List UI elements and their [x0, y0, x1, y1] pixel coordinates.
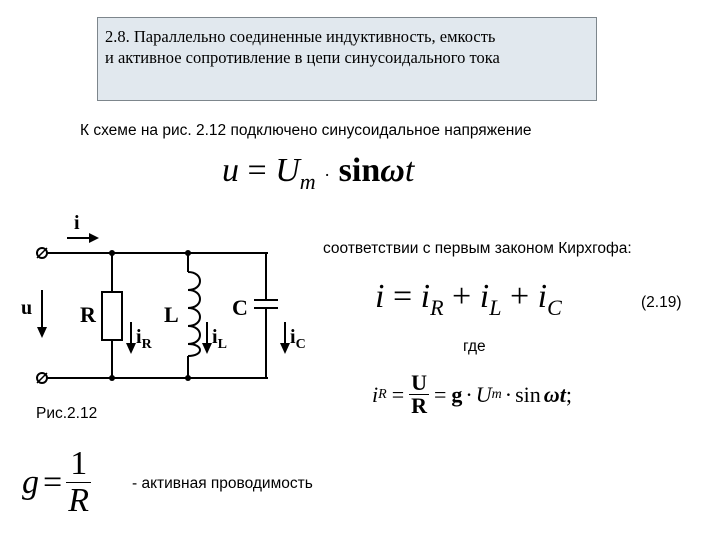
- intro-text: К схеме на рис. 2.12 подключено синусоидальное напряжение: [80, 122, 532, 139]
- formula-dot: ·: [324, 165, 331, 185]
- title-line-2: и активное сопротивление в цепи синусоидального тока: [105, 48, 500, 67]
- node-bottom-l: [185, 375, 191, 381]
- arrow-ir-icon: [126, 322, 136, 354]
- node-bottom-r: [109, 375, 115, 381]
- conductance-text: - активная проводимость: [132, 475, 313, 492]
- label-iR: $i_R$: [136, 326, 152, 352]
- formula-U: U: [275, 152, 300, 189]
- label-i: i: [74, 212, 80, 234]
- formula-m: m: [299, 168, 316, 194]
- arrow-il-icon: [202, 322, 212, 354]
- arrow-ic-icon: [280, 322, 290, 354]
- arrow-i-icon: [67, 233, 99, 243]
- label-R: R: [80, 302, 96, 327]
- formula-sin: sin: [338, 152, 381, 189]
- label-iL: $i_L$: [212, 326, 227, 352]
- inductor: [188, 272, 200, 356]
- figure-caption: Рис.2.12: [36, 405, 98, 422]
- formula-voltage: $u = U_m \cdot \sin\omega t$: [222, 152, 415, 194]
- title-line-1: 2.8. Параллельно соединенные индуктивность, емкость: [105, 27, 496, 46]
- formula-omega: ω: [380, 152, 405, 189]
- label-L: L: [164, 302, 179, 327]
- formula-kirchhoff: $i = i_R + i_L + i_C$: [375, 278, 562, 320]
- kirchhoff-text: соответствии с первым законом Кирхгофа:: [323, 240, 632, 257]
- arrow-u-icon: [37, 290, 47, 338]
- formula-g: g = $\frac{1}{R}$: [22, 446, 91, 519]
- where-text: где: [463, 338, 486, 355]
- label-iC: $i_C$: [290, 326, 306, 352]
- resistor: [102, 292, 122, 340]
- node-top-l: [185, 250, 191, 256]
- formula-t: t: [404, 152, 415, 189]
- equation-number: (2.19): [641, 294, 682, 311]
- formula-ir: i R = $\frac{U}{R}$ = g · U m · sin ωt ;: [372, 370, 572, 418]
- node-top-r: [109, 250, 115, 256]
- label-C: C: [232, 295, 248, 320]
- formula-u: u: [222, 152, 239, 189]
- label-u: u: [21, 297, 33, 319]
